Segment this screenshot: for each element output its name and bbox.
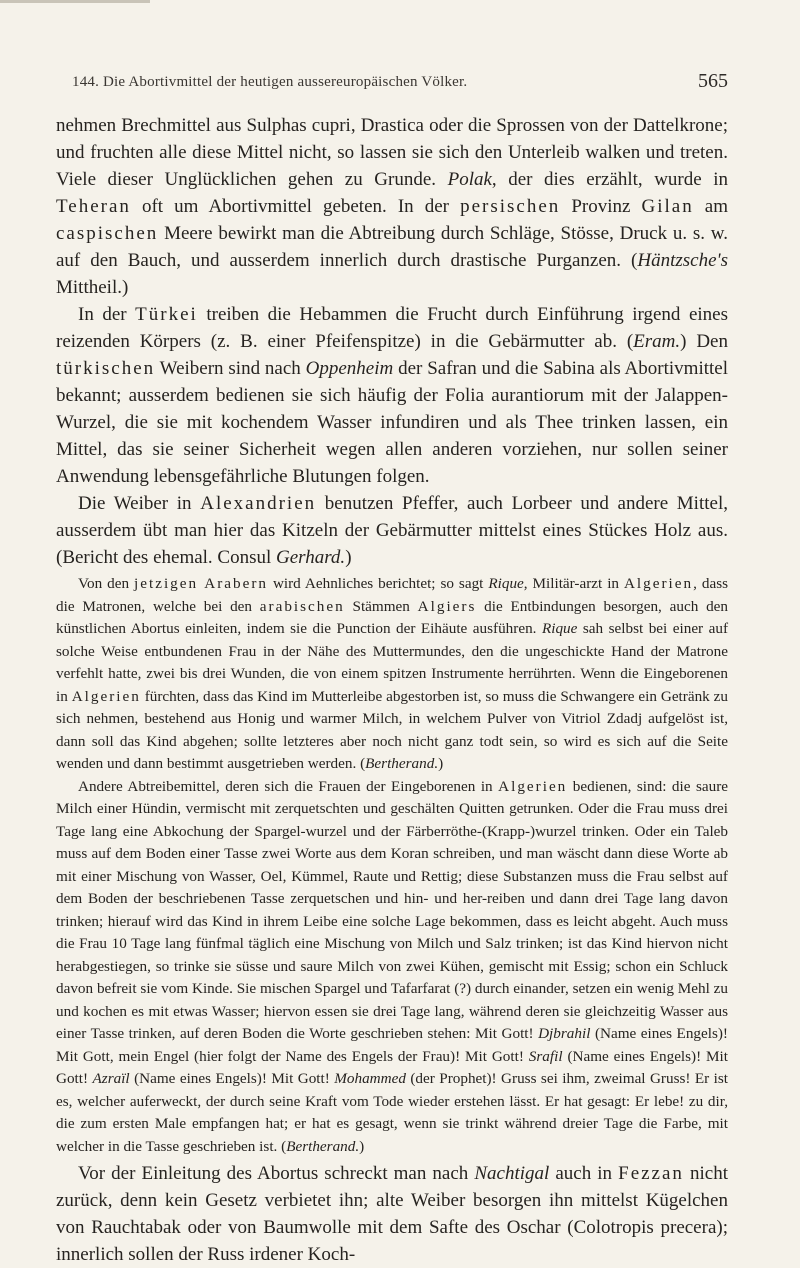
- paragraph-algeria-2: Andere Abtreibemittel, deren sich die Frauen der Eingeborenen in Algerien bedienen, sind: die saure Milch einer Hündin, vermischt mit zerquetschten und geschälten Quitten getrunken. Oder die Frau muss drei Tage lang eine Abkochung der Spargel-wurzel und der Färberröthe-(Krapp-)wurzel trinken. Oder ein Taleb muss auf dem Boden einer Tasse zwei Worte aus dem Koran schreiben, und man wäscht dann diese Worte ab mit einer Mischung von Wasser, Oel, Kümmel, Raute und Rettig; diese Substanzen muss die Frau selbst auf dem Boden der beschriebenen Tasse zerquetschen und hin- und her-reiben und dann drei Tage lang davon trinken; hierauf wird das Kind in ihrem Leibe eine solche Lage bekommen, dass es leicht abgeht. Auch muss die Frau 10 Tage lang fünfmal täglich eine Mischung von Milch und Salz trinken; ist das Kind hiervon nicht herabgestiegen, so trinke sie süsse und saure Milch von zwei Kühen, gemischt mit Essig; schon ein Schluck davon befreit sie vom Kinde. Sie mischen Spargel und Tafarfarat (?) durch einander, setzen ein wenig Mehl zu und kochen es mit etwas Wasser; hiervon essen sie drei Tage lang, während deren sie gleichzeitig Wasser aus einer Tasse trinken, auf deren Boden die Worte geschrieben stehen: Mit Gott! Djbrahil (Name eines Engels)! Mit Gott, mein Engel (hier folgt der Name des Engels der Frau)! Mit Gott! Srafil (Name eines Engels)! Mit Gott! Azraïl (Name eines Engels)! Mit Gott! Mohammed (der Prophet)! Gruss sei ihm, zweimal Gruss! Er ist es, welcher auferweckt, der durch seine Kraft vom Tode wieder erstehen lässt. Er hat gesagt: Er lebe! zu dir, die zum ersten Male empfangen hat; er hat es gesagt, wenn sie trinkt während dreier Tage die Farbe, mit welcher in die Tasse geschrieben ist. (Bertherand.): [56, 777, 729, 1155]
- author-gerhard: Gerhard.: [276, 547, 346, 568]
- author-rique-2: Rique: [541, 620, 578, 637]
- running-header: [60, 70, 728, 100]
- name-djbrahil: Djbrahil: [538, 1025, 591, 1042]
- place-tuerkei: Türkei: [135, 304, 198, 325]
- author-rique: Rique: [488, 575, 524, 592]
- term-arabischen: arabischen: [259, 597, 345, 615]
- paragraph-alexandria: Die Weiber in Alexandrien benutzen Pfeffer, auch Lorbeer und andere Mittel, ausserdem übt man hier das Kitzeln der Gebärmutter mittelst eines Stückes Holz aus. (Bericht des ehemal. Consul Gerhard.): [56, 493, 728, 568]
- place-gilan: Gilan: [641, 196, 694, 217]
- scan-edge-mark: [0, 0, 150, 3]
- small-print-block: [56, 573, 728, 1158]
- term-jetzigen-arabern: jetzigen Arabern: [134, 575, 268, 592]
- paragraph-persia: nehmen Brechmittel aus Sulphas cupri, Drastica oder die Sprossen von der Dattelkrone; und fruchten alle diese Mittel nicht, so lassen sie sich den Unterleib walken und treten. Viele dieser Unglücklichen gehen zu Grunde. Polak, der dies erzählt, wurde in Teheran oft um Abortivmittel gebeten. In der persischen Provinz Gilan am caspischen Meere bewirkt man die Abtreibung durch Schläge, Stösse, Druck u. s. w. auf den Bauch, und ausserdem innerlich durch drastische Purganzen. (Häntzsche's Mittheil.): [56, 115, 729, 298]
- author-polak: Polak: [447, 169, 492, 190]
- term-caspischen: caspischen: [56, 223, 159, 244]
- author-nachtigal: Nachtigal: [474, 1163, 550, 1184]
- term-persischen: persischen: [460, 196, 561, 217]
- page-number: 565: [698, 70, 728, 92]
- place-algiers: Algiers: [417, 597, 477, 615]
- term-tuerkischen: türkischen: [56, 358, 156, 379]
- name-srafil: Srafil: [528, 1047, 563, 1065]
- place-teheran: Teheran: [56, 196, 131, 217]
- place-algerien-3: Algerien: [498, 777, 568, 795]
- place-algerien-2: Algerien: [71, 687, 141, 705]
- author-oppenheim: Oppenheim: [305, 358, 394, 379]
- name-azrail: Azraïl: [92, 1070, 130, 1087]
- chapter-title: 144. Die Abortivmittel der heutigen aussereuropäischen Völker.: [72, 74, 468, 90]
- paragraph-fezzan: Vor der Einleitung des Abortus schreckt man nach Nachtigal auch in Fezzan nicht zurück, denn kein Gesetz verbietet ihn; alte Weiber besorgen ihn mittelst Kügelchen von Rauchtabak oder von Baumwolle mit dem Safte des Oschar (Colotropis precera); innerlich sollen der Russ irdener Koch-: [56, 1163, 728, 1265]
- place-alexandrien: Alexandrien: [200, 493, 317, 514]
- paragraph-turkey: In der Türkei treiben die Hebammen die Frucht durch Einführung irgend eines reizenden Körpers (z. B. einer Pfeifenspitze) in die Gebärmutter ab. (Eram.) Den türkischen Weibern sind nach Oppenheim der Safran und die Sabina als Abortivmittel bekannt; ausserdem bedienen sie sich häufig der Folia aurantiorum mit der Jalappen-Wurzel, die sie mit kochendem Wasser infundiren und als Thee trinken lassen, ein Mittel, das sie seiner Sicherheit wegen allen anderen vorziehen, nur sollen seiner Anwendung lebensgefährliche Blutungen folgen.: [56, 304, 728, 487]
- author-bertherand: Bertherand.: [365, 755, 439, 772]
- main-text-block-1: [56, 112, 728, 571]
- paragraph-algeria-1: Von den jetzigen Arabern wird Aehnliches berichtet; so sagt Rique, Militär-arzt in Algerien, dass die Matronen, welche bei den arabischen Stämmen Algiers die Entbindungen besorgen, auch den künstlichen Abortus einleiten, indem sie die Punction der Eihäute ausführen. Rique sah selbst bei einer auf solche Weise entbundenen Frau in der Nähe des Muttermundes, den die ungeschickte Hand der Matrone verfehlt hatte, zwei bis drei Wunden, die von einem spitzen Instrumente herrührten. Wenn die Eingeborenen in Algerien fürchten, dass das Kind im Mutterleibe abgestorben ist, so muss die Schwangere ein Getränk zu sich nehmen, bestehend aus Honig und warmer Milch, in welchem Pulver von Vitriol Zdadj aufgelöst ist, dann soll das Kind abgehen; sollte letzteres aber noch nicht ganz todt sein, so wird es sich auf die Seite wenden und dann bestimmt ausgetrieben werden. (Bertherand.): [56, 575, 729, 772]
- author-haentzsche: Häntzsche's: [637, 250, 728, 271]
- author-bertherand-2: Bertherand.: [286, 1137, 360, 1155]
- main-text-block-2: [56, 1160, 728, 1268]
- body-text: [56, 112, 728, 1268]
- place-algerien: Algerien: [623, 575, 694, 592]
- place-fezzan: Fezzan: [618, 1163, 684, 1184]
- author-eram: Eram.: [633, 331, 681, 352]
- name-mohammed: Mohammed: [334, 1070, 406, 1087]
